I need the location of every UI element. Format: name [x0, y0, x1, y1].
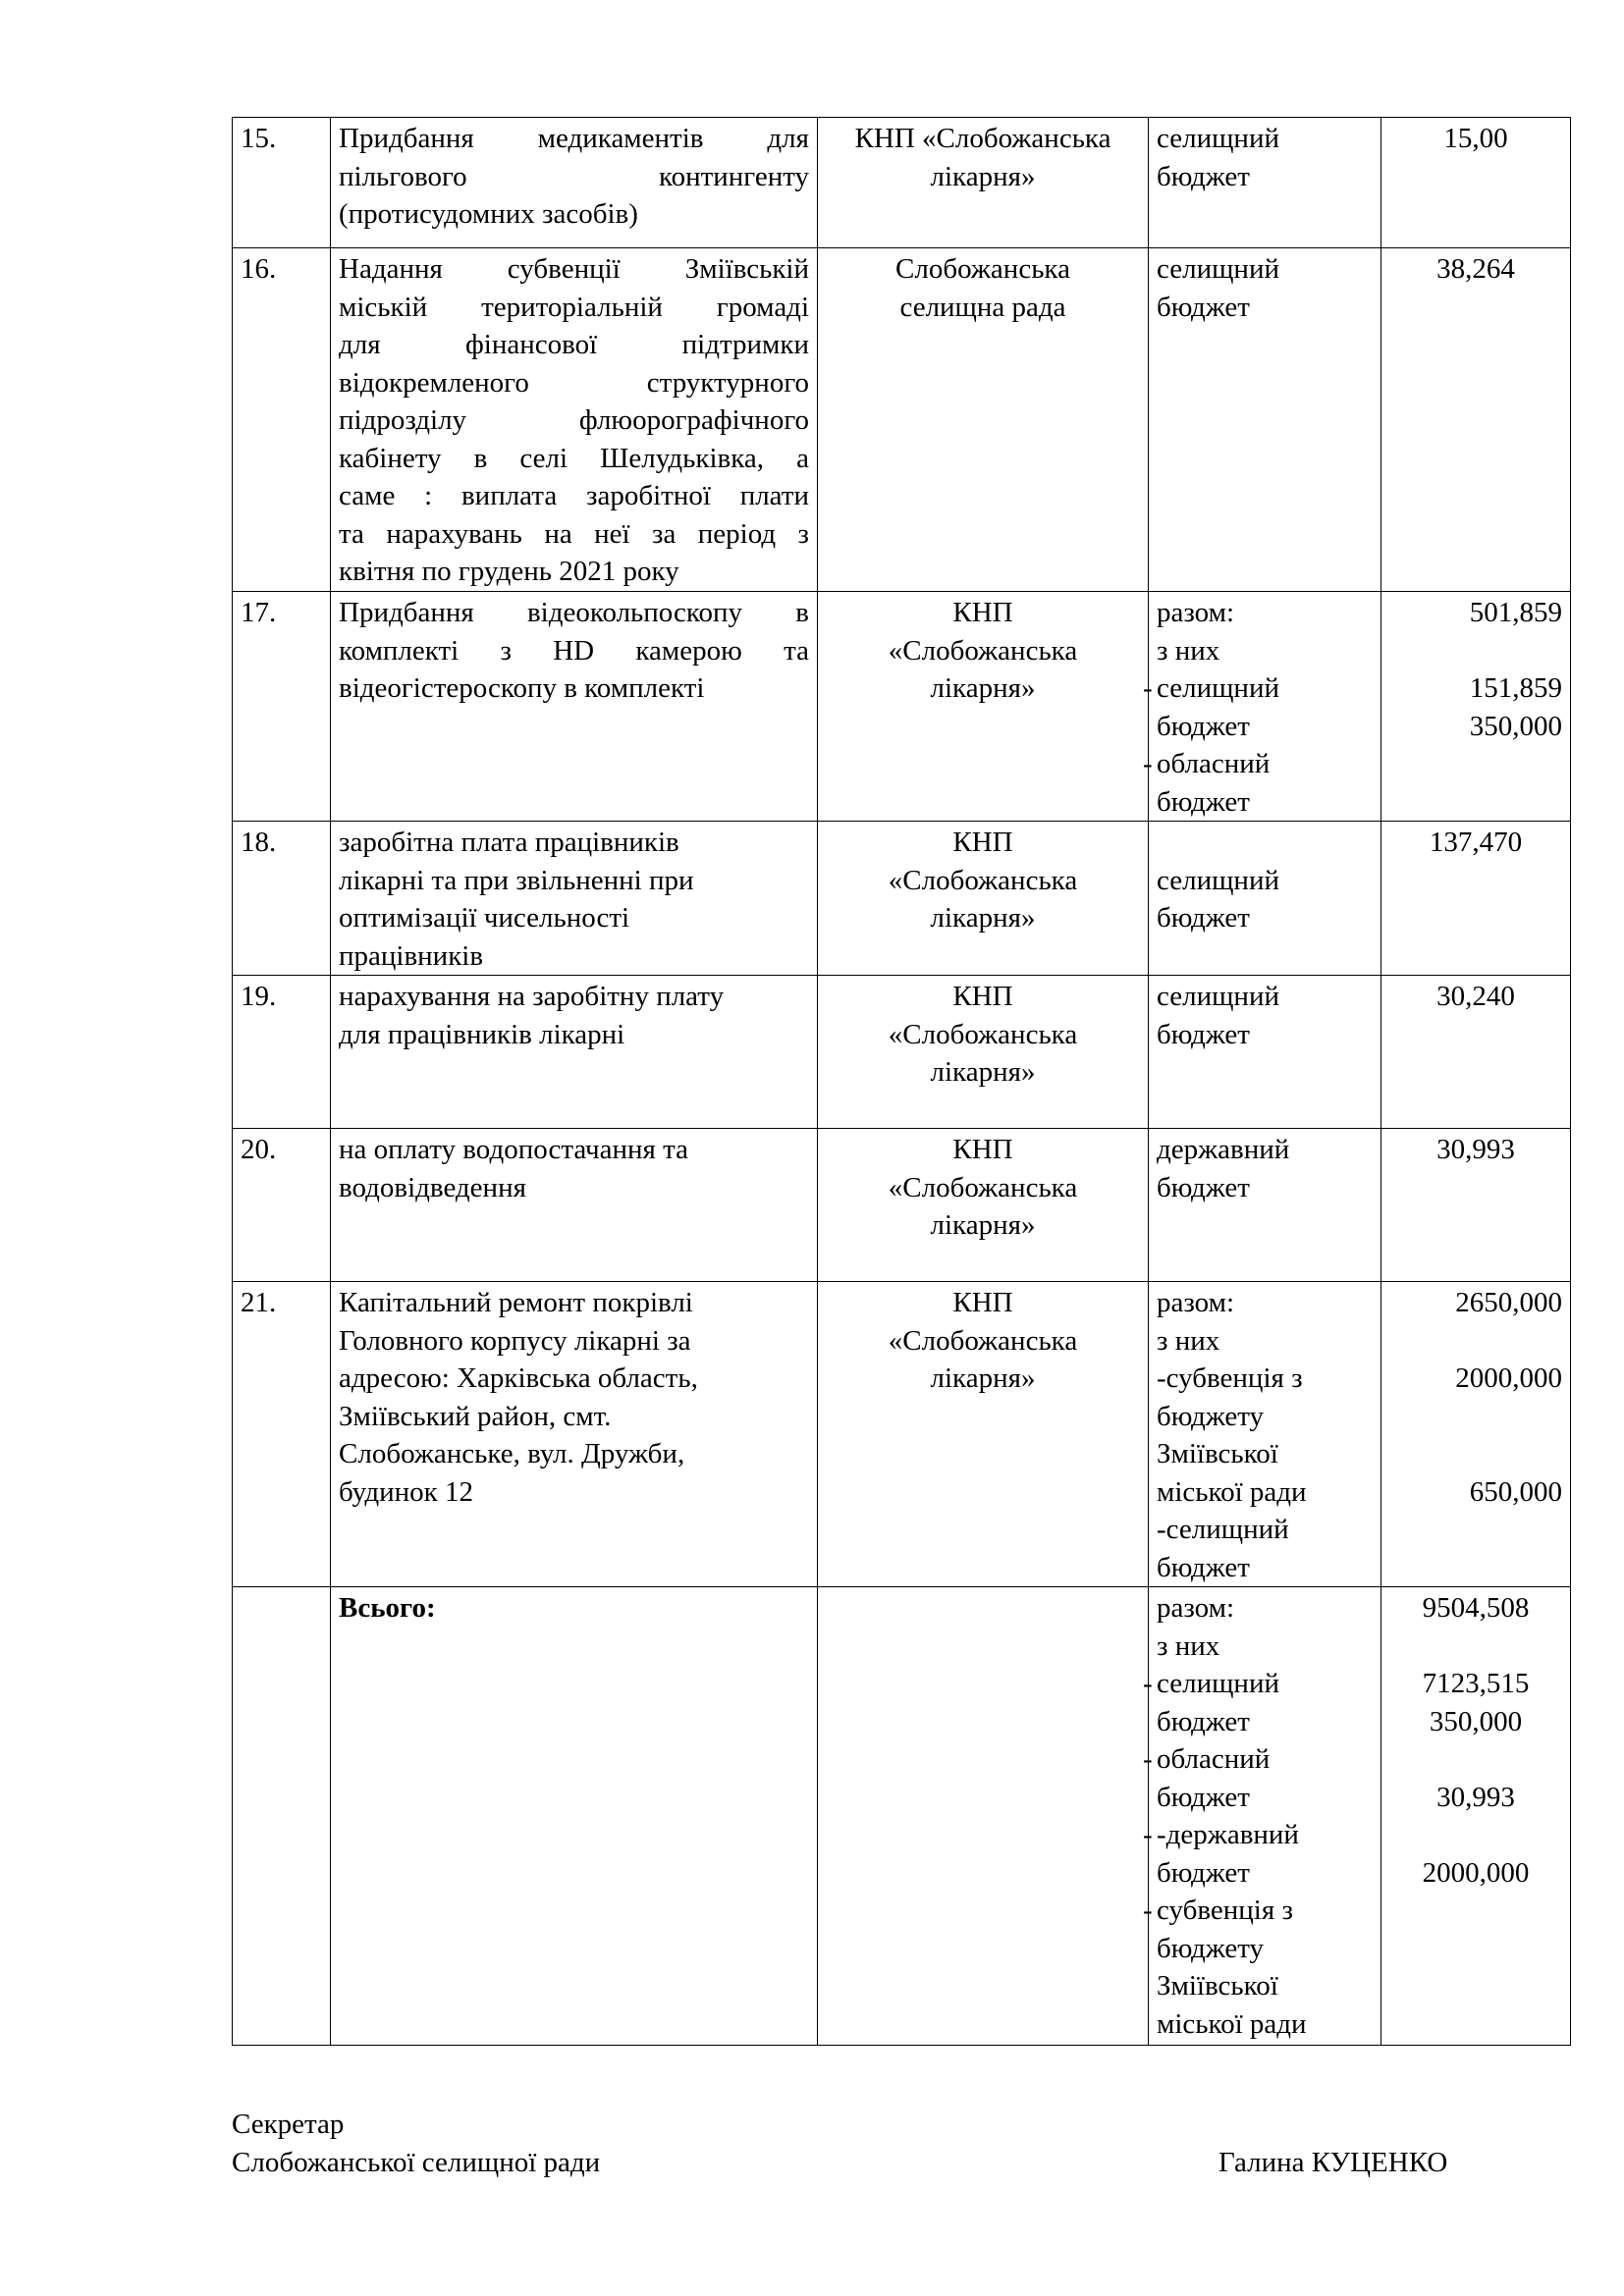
- source-line: - обласний: [1157, 1740, 1373, 1779]
- source-line: бюджет: [1157, 291, 1250, 323]
- organization-line: «Слобожанська: [888, 1324, 1078, 1357]
- source-line: бюджет: [1157, 1781, 1250, 1813]
- organization-line: лікарня»: [930, 160, 1036, 192]
- source-line: бюджет: [1157, 785, 1250, 818]
- organization-line: лікарня»: [930, 1056, 1036, 1088]
- source-line: бюджет: [1157, 1171, 1250, 1203]
- table-row: [233, 592, 1571, 822]
- source-line: - селищний: [1157, 1665, 1373, 1703]
- source-line: разом:: [1157, 1287, 1235, 1318]
- row-number: 16.: [233, 248, 331, 592]
- source-line: бюджет: [1157, 1705, 1250, 1737]
- description-line: для фінансової підтримки: [339, 329, 809, 360]
- row-description: [331, 118, 818, 248]
- description-line: працівників: [339, 939, 484, 972]
- description-line: квітня по грудень 2021 року: [339, 556, 679, 587]
- row-number: 20.: [233, 1129, 331, 1282]
- row-amount: 137,470: [1381, 822, 1571, 976]
- row-description: [331, 976, 818, 1129]
- description-line: Придбання медикаментів для: [339, 123, 809, 154]
- organization-line: КНП «Слобожанська: [854, 123, 1111, 154]
- source-line: селищний: [1157, 253, 1279, 285]
- source-line: бюджет: [1157, 1551, 1250, 1583]
- source-line: бюджет: [1157, 902, 1250, 934]
- table-row: [233, 1129, 1571, 1282]
- source-line: з них: [1157, 634, 1220, 667]
- source-line: Зміївської: [1157, 1970, 1278, 2002]
- amount-line: 9504,508: [1422, 1592, 1530, 1624]
- row-organization: [818, 822, 1149, 976]
- description-line: підрозділу флюорографічного: [339, 404, 809, 436]
- source-line: - -державний: [1157, 1816, 1373, 1854]
- amount-line: 30,993: [1436, 1781, 1515, 1813]
- row-description: [331, 1282, 818, 1587]
- source-line: разом:: [1157, 1592, 1235, 1624]
- row-organization: [818, 592, 1149, 822]
- amount-line: 350,000: [1429, 1705, 1523, 1737]
- total-organization-cell: [818, 1587, 1149, 2046]
- amount-line: 2000,000: [1455, 1362, 1562, 1394]
- organization-line: Слобожанська: [895, 253, 1070, 285]
- description-line: Придбання відеокольпоскопу в: [339, 597, 809, 628]
- organization-line: лікарня»: [930, 1362, 1036, 1394]
- total-funding-source: [1149, 1587, 1381, 2046]
- row-organization: [818, 976, 1149, 1129]
- row-funding-source: [1149, 1129, 1381, 1282]
- row-description: [331, 592, 818, 822]
- row-funding-source: [1149, 822, 1381, 976]
- row-funding-source: [1149, 1282, 1381, 1587]
- description-line: кабінету в селі Шелудьківка, а: [339, 442, 809, 474]
- source-line: бюджету: [1157, 1932, 1265, 1964]
- table-row: [233, 1282, 1571, 1587]
- source-line: бюджет: [1157, 160, 1250, 192]
- description-line: Зміївський район, смт.: [339, 1400, 612, 1432]
- row-amount: [1381, 592, 1571, 822]
- row-funding-source: [1149, 248, 1381, 592]
- source-line: бюджет: [1157, 710, 1250, 742]
- description-line: Надання субвенції Зміївській: [339, 253, 809, 285]
- row-amount: 38,264: [1381, 248, 1571, 592]
- source-line: -субвенція з: [1157, 1362, 1303, 1394]
- row-amount: 30,240: [1381, 976, 1571, 1129]
- amount-line: 151,859: [1469, 672, 1562, 704]
- amount-line: 7123,515: [1422, 1668, 1530, 1699]
- organization-line: «Слобожанська: [888, 634, 1078, 667]
- row-funding-source: [1149, 592, 1381, 822]
- table-row: [233, 118, 1571, 248]
- row-funding-source: [1149, 976, 1381, 1129]
- row-description: [331, 248, 818, 592]
- signature-name: Галина КУЦЕНКО: [1218, 2147, 1448, 2178]
- organization-line: КНП: [952, 1287, 1013, 1318]
- description-line: Капітальний ремонт покрівлі: [339, 1287, 693, 1318]
- source-line: бюджету: [1157, 1400, 1265, 1432]
- description-line: комплекті з HD камерою та: [339, 634, 809, 667]
- source-line: - обласний: [1157, 745, 1373, 783]
- description-line: на оплату водопостачання та: [339, 1134, 689, 1165]
- table-row: [233, 976, 1571, 1129]
- total-number-cell: [233, 1587, 331, 2046]
- row-number: 19.: [233, 976, 331, 1129]
- organization-line: лікарня»: [930, 902, 1036, 934]
- source-line: з них: [1157, 1324, 1220, 1357]
- organization-line: лікарня»: [930, 672, 1036, 704]
- description-line: лікарні та при звільненні при: [339, 864, 694, 896]
- source-line: - селищний: [1157, 669, 1373, 708]
- source-line: селищний: [1157, 123, 1279, 154]
- total-row: [233, 1587, 1571, 2046]
- description-line: для працівників лікарні: [339, 1018, 625, 1050]
- source-line: -селищний: [1157, 1514, 1289, 1545]
- source-line: бюджет: [1157, 1018, 1250, 1050]
- source-line: - субвенція з: [1157, 1892, 1373, 1930]
- organization-line: КНП: [952, 1134, 1013, 1165]
- signature-title-line1: Секретар: [232, 2109, 345, 2140]
- amount-line: 2000,000: [1422, 1856, 1530, 1889]
- organization-line: КНП: [952, 827, 1013, 858]
- source-line: Зміївської: [1157, 1438, 1278, 1469]
- row-description: [331, 822, 818, 976]
- description-line: пільгового контингенту: [339, 160, 809, 192]
- description-line: заробітна плата працівників: [339, 827, 679, 858]
- row-number: 15.: [233, 118, 331, 248]
- table-row: [233, 822, 1571, 976]
- signature-title-line2: Слобожанської селищної ради: [232, 2147, 601, 2178]
- organization-line: «Слобожанська: [888, 1171, 1078, 1203]
- row-funding-source: [1149, 118, 1381, 248]
- description-line: Головного корпусу лікарні за: [339, 1324, 691, 1357]
- organization-line: селищна рада: [899, 291, 1066, 323]
- organization-line: «Слобожанська: [888, 864, 1078, 896]
- description-line: міській територіальній громаді: [339, 291, 809, 323]
- row-organization: [818, 248, 1149, 592]
- description-line: Слобожанське, вул. Дружби,: [339, 1438, 685, 1469]
- amount-line: 650,000: [1469, 1475, 1562, 1508]
- organization-line: КНП: [952, 981, 1013, 1012]
- amount-line: 350,000: [1469, 710, 1562, 742]
- description-line: (протисудомних засобів): [339, 198, 638, 230]
- description-line: оптимізації чисельності: [339, 902, 630, 934]
- total-label: Всього:: [331, 1587, 818, 2046]
- budget-table: [232, 117, 1571, 2046]
- description-line: та нарахувань на неї за період з: [339, 517, 809, 550]
- amount-line: 501,859: [1469, 597, 1562, 628]
- source-line: міської ради: [1157, 1475, 1307, 1508]
- description-line: водовідведення: [339, 1171, 526, 1203]
- row-description: [331, 1129, 818, 1282]
- source-line: селищний: [1157, 864, 1279, 896]
- row-organization: [818, 1282, 1149, 1587]
- description-line: відокремленого структурного: [339, 366, 809, 399]
- source-line: міської ради: [1157, 2007, 1307, 2040]
- organization-line: «Слобожанська: [888, 1018, 1078, 1050]
- source-line: державний: [1157, 1134, 1290, 1165]
- organization-line: лікарня»: [930, 1209, 1036, 1241]
- row-number: 18.: [233, 822, 331, 976]
- amount-line: 2650,000: [1455, 1287, 1562, 1318]
- row-number: 21.: [233, 1282, 331, 1587]
- row-organization: [818, 118, 1149, 248]
- source-line: селищний: [1157, 981, 1279, 1012]
- row-amount: [1381, 1282, 1571, 1587]
- organization-line: КНП: [952, 597, 1013, 628]
- description-line: адресою: Харківська область,: [339, 1362, 698, 1394]
- row-amount: 15,00: [1381, 118, 1571, 248]
- source-line: бюджет: [1157, 1856, 1250, 1889]
- row-organization: [818, 1129, 1149, 1282]
- total-amount: [1381, 1587, 1571, 2046]
- description-line: саме : виплата заробітної плати: [339, 480, 809, 511]
- description-line: відеогістероскопу в комплекті: [339, 672, 705, 704]
- description-line: нарахування на заробітну плату: [339, 981, 725, 1012]
- table-row: [233, 248, 1571, 592]
- description-line: будинок 12: [339, 1475, 473, 1508]
- row-amount: 30,993: [1381, 1129, 1571, 1282]
- source-line: з них: [1157, 1629, 1220, 1662]
- source-line: разом:: [1157, 597, 1235, 628]
- row-number: 17.: [233, 592, 331, 822]
